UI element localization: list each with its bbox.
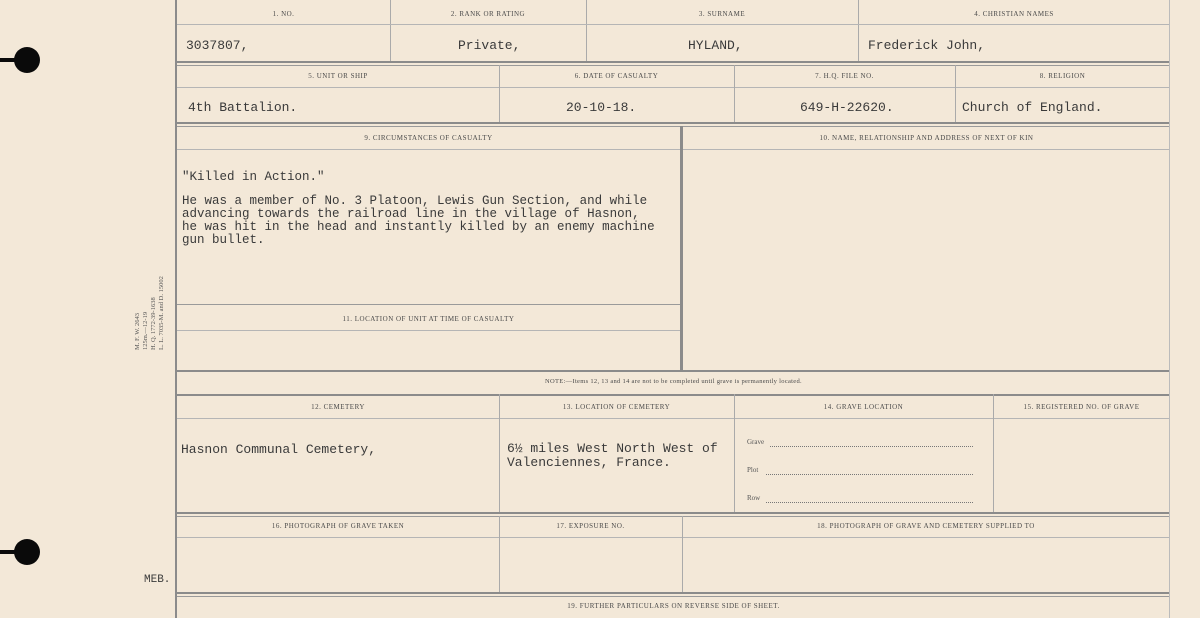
grave-location-label: 14. GRAVE LOCATION	[823, 403, 904, 411]
form-id-4: L. L. 7035-M. and D. 15002	[158, 276, 165, 350]
cemetery-location-line-2: Valenciennes, France.	[507, 455, 671, 470]
hq-file-value: 649-H-22620.	[800, 100, 894, 115]
circumstances-line-4: he was hit in the head and instantly killed by an enemy machine	[182, 220, 655, 234]
punch-hole-bottom	[14, 539, 40, 565]
row3-bottom-rule	[177, 370, 1170, 372]
form-id-2: 125m.—12-19	[142, 311, 149, 350]
circumstances-line-1: "Killed in Action."	[182, 170, 325, 184]
surname-label: 3. SURNAME	[698, 10, 746, 18]
unit-value: 4th Battalion.	[188, 100, 298, 115]
punch-hole-top	[14, 47, 40, 73]
further-particulars: 19. FURTHER PARTICULARS ON REVERSE SIDE OF SHEET.	[567, 602, 780, 610]
cemetery-label: 12. CEMETERY	[311, 403, 365, 411]
unit-label: 5. UNIT OR SHIP	[308, 72, 368, 80]
photo-supplied-label: 18. PHOTOGRAPH OF GRAVE AND CEMETERY SUPPLIED TO	[817, 522, 1035, 530]
right-border	[1169, 0, 1170, 618]
exposure-label: 17. EXPOSURE NO.	[556, 522, 625, 530]
hq-file-label: 7. H.Q. FILE NO.	[815, 72, 874, 80]
note-text: NOTE:—Items 12, 13 and 14 are not to be completed until grave is permanently located.	[545, 378, 802, 385]
no-label: 1. NO.	[272, 10, 295, 18]
registered-no-label: 15. REGISTERED NO. OF GRAVE	[1023, 403, 1140, 411]
cemetery-location-label: 13. LOCATION OF CEMETERY	[562, 403, 671, 411]
circumstances-label: 9. CIRCUMSTANCES OF CASUALTY	[364, 134, 493, 142]
cemetery-value: Hasnon Communal Cemetery,	[181, 442, 377, 457]
photo-taken-label: 16. PHOTOGRAPH OF GRAVE TAKEN	[271, 522, 405, 530]
religion-label: 8. RELIGION	[1039, 72, 1086, 80]
row-field-label: Row	[747, 494, 761, 502]
row1-bottom-rule	[177, 61, 1170, 63]
circumstances-line-5: gun bullet.	[182, 233, 265, 247]
service-number: 3037807,	[186, 38, 249, 53]
rank-label: 2. RANK OR RATING	[450, 10, 526, 18]
row2-bottom-rule	[177, 122, 1170, 124]
circumstances-line-3: advancing towards the railroad line in the village of Hasnon,	[182, 207, 640, 221]
clerk-initials: MEB.	[144, 574, 171, 586]
location-unit-label: 11. LOCATION OF UNIT AT TIME OF CASUALTY	[342, 315, 515, 323]
date-label: 6. DATE OF CASUALTY	[574, 72, 659, 80]
christian-names-value: Frederick John,	[868, 38, 986, 53]
rank-value: Private,	[458, 38, 521, 53]
row4-bottom-rule	[177, 512, 1170, 514]
christian-names-label: 4. CHRISTIAN NAMES	[974, 10, 1054, 18]
surname-value: HYLAND,	[688, 38, 743, 53]
circumstances-line-2: He was a member of No. 3 Platoon, Lewis Gun Section, and while	[182, 194, 648, 208]
religion-value: Church of England.	[962, 100, 1103, 115]
date-value: 20-10-18.	[566, 100, 637, 115]
next-of-kin-label: 10. NAME, RELATIONSHIP AND ADDRESS OF NEXT OF KIN	[819, 134, 1034, 142]
form-id-1: M. F. W. 2643	[134, 312, 141, 350]
plot-field-label: Plot	[747, 466, 759, 474]
form-id-3: H. Q. 1772-39-1638	[150, 297, 157, 350]
cemetery-location-line-1: 6½ miles West North West of	[507, 441, 718, 456]
grave-field-label: Grave	[747, 438, 765, 446]
